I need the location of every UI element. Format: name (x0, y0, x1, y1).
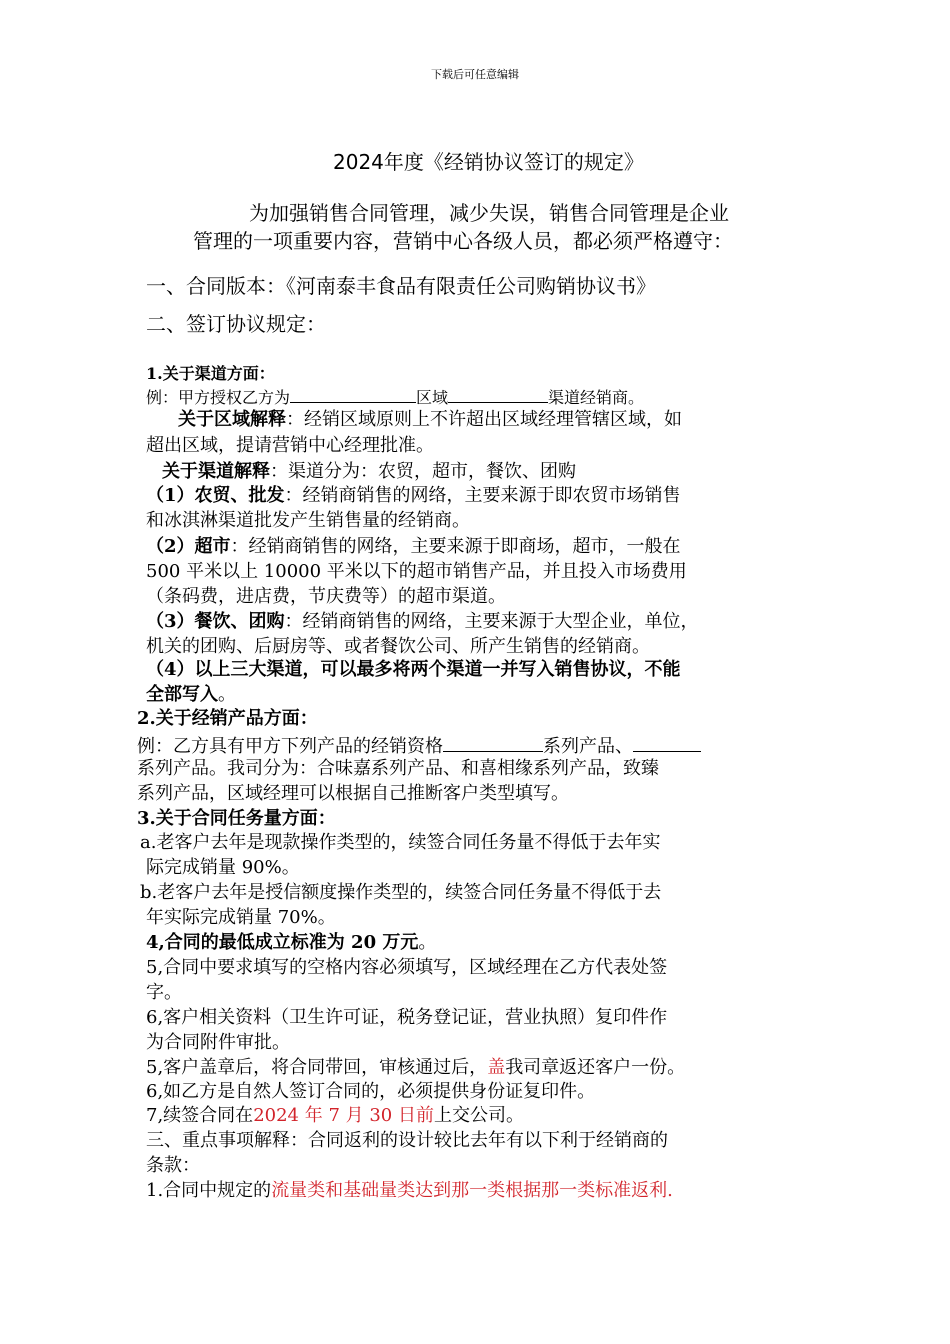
product-series-blank-1[interactable] (443, 735, 543, 752)
channel-4-cont-bold: 全部写入 (146, 684, 218, 705)
channel-explanation-label: 关于渠道解释 (162, 461, 270, 482)
task-a-line-2: 际完成销量 90%。 (146, 857, 300, 878)
channel-1-cont: 和冰淇淋渠道批发产生销售量的经销商。 (146, 510, 470, 531)
channel-heading: 1.关于渠道方面： (146, 364, 275, 383)
rule-6-line-2: 为合同附件审批。 (146, 1032, 290, 1053)
header-note: 下载后可任意编辑 (431, 68, 519, 81)
channel-2-cont-1: 500 平米以上 10000 平米以下的超市销售产品，并且投入市场费用 (146, 561, 687, 582)
channel-4-cont (146, 686, 236, 704)
task-heading: 3.关于合同任务量方面： (137, 808, 336, 829)
channel-2-cont-2: （条码费，进店费，节庆费等）的超市渠道。 (146, 586, 506, 607)
task-b-line-1: b.老客户去年是授信额度操作类型的，续签合同任务量不得低于去 (140, 882, 662, 903)
channel-3 (146, 613, 699, 631)
section-1-contract-version: 一、合同版本：《河南泰丰食品有限责任公司购销协议书》 (146, 274, 656, 298)
channel-1 (146, 487, 681, 505)
rule-5b (146, 1059, 685, 1077)
region-explanation-cont: 超出区域，提请营销中心经理批准。 (146, 435, 434, 456)
page-title: 2024年度《经销协议签订的规定》 (333, 150, 644, 174)
channel-example-region: 区域 (416, 388, 449, 407)
rule-6b: 6,如乙方是自然人签订合同的，必须提供身份证复印件。 (146, 1081, 596, 1102)
rule-7-pre: 7,续签合同在 (146, 1105, 254, 1126)
channel-blank[interactable] (448, 388, 548, 403)
rule-7-deadline: 2024 年 7 月 30 日前 (253, 1105, 434, 1126)
channel-3-cont: 机关的团购、后厨房等、或者餐饮公司、所产生销售的经销商。 (146, 636, 650, 657)
channel-example-suffix: 渠道经销商。 (548, 388, 645, 407)
product-heading: 2.关于经销产品方面： (137, 708, 318, 729)
task-a-line-1: a.老客户去年是现款操作类型的，续签合同任务量不得低于去年实 (140, 832, 661, 853)
channel-1-text: ：经销商销售的网络，主要来源于即农贸市场销售 (284, 485, 681, 506)
region-blank[interactable] (290, 388, 416, 403)
channel-2-text: ：经销商销售的网络，主要来源于即商场，超市，一般在 (230, 536, 681, 557)
region-explanation (178, 411, 682, 429)
rule-4-end: 。 (418, 932, 437, 953)
channel-explanation (162, 463, 576, 481)
product-series-blank-2[interactable] (633, 735, 701, 752)
region-explanation-text: ：经销区域原则上不许超出区域经理管辖区域，如 (286, 409, 682, 430)
section-3-line-1: 三、重点事项解释：合同返利的设计较比去年有以下利于经销商的 (146, 1130, 668, 1151)
rule-5b-highlight: 盖 (487, 1057, 506, 1078)
channel-4-end: 。 (218, 684, 236, 705)
rule-5b-post: 我司章返还客户一份。 (505, 1057, 686, 1078)
channel-example (146, 388, 644, 406)
rule-5-line-2: 字。 (146, 982, 182, 1003)
intro-line-1: 为加强销售合同管理，减少失误，销售合同管理是企业 (249, 201, 729, 225)
channel-explanation-text: ：渠道分为：农贸，超市，餐饮、团购 (270, 461, 576, 482)
rule-6-line-1: 6,客户相关资料（卫生许可证，税务登记证，营业执照）复印件作 (146, 1007, 668, 1028)
channel-4: （4）以上三大渠道，可以最多将两个渠道一并写入销售协议，不能 (146, 659, 681, 680)
section-3-item-1-highlight: 流量类和基础量类达到那一类根据那一类标准返利. (271, 1180, 673, 1201)
channel-3-text: ：经销商销售的网络，主要来源于大型企业，单位， (284, 611, 699, 632)
product-line-1-mid: 系列产品、 (543, 736, 633, 757)
rule-7-post: 上交公司。 (433, 1105, 524, 1126)
region-explanation-label: 关于区域解释 (178, 409, 286, 430)
channel-3-label: （3）餐饮、团购 (146, 611, 285, 632)
product-line-1 (137, 735, 701, 756)
rule-4-bold: 4,合同的最低成立标准为 20 万元 (146, 932, 419, 953)
channel-1-label: （1）农贸、批发 (146, 485, 285, 506)
rule-5b-pre: 5,客户盖章后，将合同带回，审核通过后， (146, 1057, 488, 1078)
task-b-line-2: 年实际完成销量 70%。 (146, 907, 336, 928)
rule-4 (146, 934, 436, 952)
rule-5-line-1: 5,合同中要求填写的空格内容必须填写，区域经理在乙方代表处签 (146, 957, 668, 978)
intro-line-2: 管理的一项重要内容，营销中心各级人员，都必须严格遵守： (193, 229, 733, 253)
channel-2 (146, 538, 681, 556)
channel-2-label: （2）超市 (146, 536, 231, 557)
product-line-2: 系列产品。我司分为：合味嘉系列产品、和喜相缘系列产品，致臻 (137, 758, 659, 779)
product-line-3: 系列产品，区域经理可以根据自己推断客户类型填写。 (137, 783, 569, 804)
section-3-item-1-pre: 1.合同中规定的 (146, 1180, 272, 1201)
rule-7 (146, 1107, 524, 1125)
section-3-line-2: 条款： (146, 1155, 200, 1176)
channel-example-prefix: 例：甲方授权乙方为 (146, 388, 291, 407)
section-3-item-1 (146, 1182, 673, 1200)
section-2-heading: 二、签订协议规定： (146, 312, 326, 336)
product-line-1-prefix: 例：乙方具有甲方下列产品的经销资格 (137, 736, 443, 757)
